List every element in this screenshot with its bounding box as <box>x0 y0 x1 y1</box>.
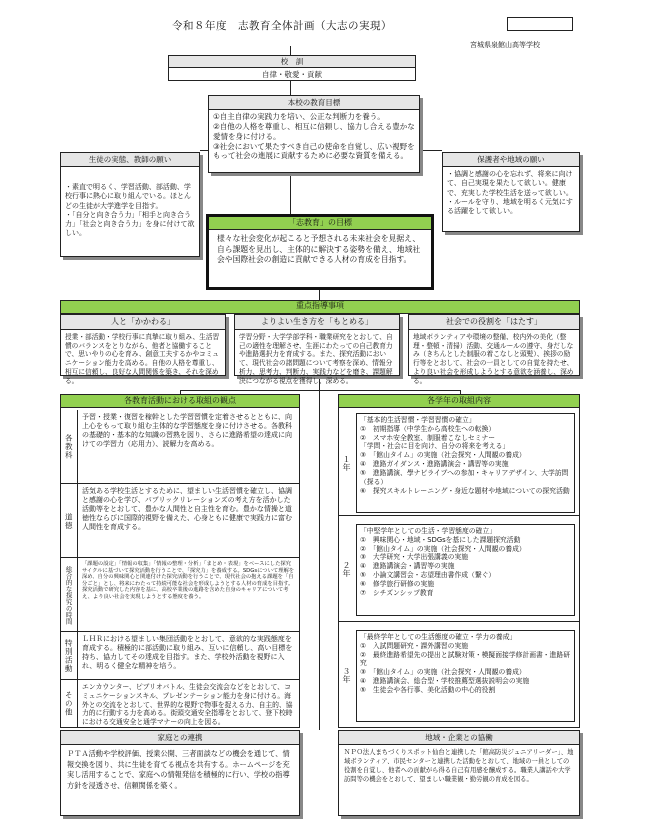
community-box <box>338 730 580 816</box>
focus-card-text: 授業・部活動・学校行事に真摯に取り組み、生活習慣のバランスをとりながら、他者と協働することで、思いやりの心を育み、創意工夫するかやコミュニケーション能力を高める。自他の人格を尊重し、相互に信頼し、良好な人間関係を築き、それを深める。 <box>65 333 220 385</box>
education-row-text: 「課題の設定」「情報の収集」「情報の整理・分析」「まとめ・表現」をベースにした探究サイクルに基づいて探究活動を行うことで、「探究力」を養成する。SDGsについて理解を深め、自分の興味関心と関連付けた探究活動を行うことで、現代社会の抱える課題を「自分ごと」とし、将来にわたって持続可能な社会を形成しようとする人材の育成を目指す。探究活動で研究した内容を基に、高校卒業後の進路を含めた自身のキャリアについて考え、より良い社会を実現しようとする態度を養う。 <box>82 561 295 601</box>
grade-content-box <box>356 524 575 616</box>
focus-card-title: 社会での役割を「はたす」 <box>409 315 579 330</box>
focus-card-text: 地域ボランティアや環境の整備、校内外の美化（整理・整頓・清掃）活動、交通ルールの遵守、身だしなみ（きちんとした制服の着こなしと頭髪）、挨拶の励行等をとおして、社会の一員としての自覚を持たせ、より良い社会を形成しようとする意欲を涵養し、深める。 <box>413 333 574 385</box>
education-row-text: 予習・授業・復習を稼幹とした学習習慣を定着させるとともに、向上心をもって取り組む主体的な学習態度を身に付けさせる。各教科の基礎的・基本的な知識の習熟を図り、さらに進路希望の達成に向けての学習力（応用力）、読解力を高める。 <box>82 413 292 449</box>
education-row <box>60 632 300 680</box>
focus-card-connect <box>60 314 226 385</box>
education-row-name: 特別活動 <box>60 632 78 680</box>
page-title: 令和８年度 志教育全体計画（大志の実現） <box>172 20 392 32</box>
focus-card-fulfill <box>408 314 580 385</box>
parents-text: ・協調と感謝の心を忘れず、将来に向けて、自己実現を果たして欲しい。健康で、充実した学校生活を送って欲しい。 ・ルールを守り、地域を明るく元気にする活躍をして欲しい。 <box>447 170 573 215</box>
focus-card-text: 学習分野・大学学部学科・職業研究をとおして、自己の適性を理解させ、生涯にわたっての自己教育力や進路選択力を育成する。また、探究活動において、現代社会の諸問題について考察を深め、情報分析力、思考力、判断力、実践力などを磨き、課題解決につながる視点を獲得し、深める。 <box>239 333 393 385</box>
family-box <box>60 730 300 816</box>
grade-row <box>338 622 580 728</box>
aim-box <box>206 214 434 290</box>
education-row-name: 道徳 <box>60 484 78 558</box>
focus-card-seek <box>234 314 400 385</box>
grades-label: 各学年の取組内容 <box>339 395 579 408</box>
education-label: 各教育活動における取組の観点 <box>61 395 299 408</box>
goals-label: 本校の教育目標 <box>209 96 419 110</box>
family-text: ＰＴＡ活動や学校評価、授業公開、三者面談などの機会を通じて、情報交換を図り、共に生徒を育てる視点を共有する。ホームページを充実し活用することで、家庭への情報発信を積極的に行い、学校の指導方針を浸透させ、信頼関係を築く。 <box>67 749 290 790</box>
community-label: 地域・企業との協働 <box>339 731 579 745</box>
goals-text: ①自主自律の実践力を培い、公正な判断力を養う。 ②自他の人格を尊重し、相互に信頼し、協力し合える豊かな愛情を身に付ける。 ③社会において果たすべき自己の使命を自覚し、広い視野をもって社会の進展に貢献するために必要な資質を備える。 <box>213 112 415 161</box>
motto-label: 校 訓 <box>169 56 415 68</box>
community-text: ＮＰＯ法人まちづくりスポット仙台と連携した「館高防災ジュニアリーダー」、地域ボランティア、市民センターと連携した活動をとおして、地域の一員としての役割を自覚し、他者への貢献がら得る自己有用感を醸成する。職業人講話や大学訪問等の機会をとおして、望ましい職業観・勤労観の育成を図る。 <box>344 749 574 783</box>
aim-text: 様々な社会変化が起こると予想される未来社会を見据え、自ら課題を見出し、主体的に解決する姿勢を備え、地域社会や国際社会の創造に貢献できる人材の育成を目指す。 <box>217 234 421 265</box>
education-row-name: 総合的な探究の時間 <box>60 558 78 632</box>
students-box <box>60 152 200 257</box>
education-row-text: エンカウンター、ピブリオバトル、生徒会交流会などをとおして、コミュニケーションスキル、プレゼンテーション能力を身に付ける。海外との交流をとおして、世界的な視野で物事を捉える力、自主的、協力的に行動する力を高める。街頭交通安全指導をとおして、登下校時における交通安全と通学マナーの向上を図る。 <box>82 683 293 727</box>
grade-text: 「最終学年としての生活態度の確立・学力の養成」 ① 入試問題研究・課外講習の実施 ② 最終進路希望先の提出と試験対策・模擬面接学修計画書・進路研究 ③ 「館山タイム」の実施（社会探究・人間観の養成） ④ 進路講演会、総合型・学校推薦型選抜説明会の実施 ⑤ 生徒会や各行事、美化活動の中心的役割 <box>360 633 570 694</box>
education-row-text: ＬＨＲにおける望ましい集団活動をとおして、意欲的な実践態度を育成する。積極的に部活動に取り組み、互いに信頼し、高い目標を持ち、協力してその達成を目指す。また、学校外活動を視野に入れ、明るく健全な精神を培う。 <box>82 635 293 671</box>
education-row-name: その他 <box>60 680 78 728</box>
aim-label: 「志教育」の目標 <box>209 217 431 230</box>
grade-year: ２年 <box>342 561 351 577</box>
school-name: 宮城県泉館山高等学校 <box>470 41 540 49</box>
grade-content-box <box>356 630 575 722</box>
students-label: 生徒の実態、教師の願い <box>61 153 199 167</box>
grade-content-box <box>356 413 575 513</box>
blank-label-box <box>507 17 573 31</box>
education-row <box>60 680 300 728</box>
education-row-text: 活気ある学校生活とするために、望ましい生活習慣を確立し、協調と感謝の心を学び、パブリックリレーションズの考え方を活かした活動等をとおして、豊かな人間性と自主性を育む。豊かな情操と道徳性ならびに国際的視野を備えた、心身ともに健康で実践力に富む人間性を育成する。 <box>82 487 292 532</box>
education-row <box>60 410 300 484</box>
grade-text: 「中堅学年としての生活・学習態度の確立」 ① 興味関心・地域・SDGsを基にした課題探究活動 ② 「館山タイム」の実施（社会探究・人間観の養成） ③ 大学研究・大学出張講義の実施 ④ 進路講演会・講習等の実施 ⑤ 小論文講習会・志望理由書作成（繋ぐ） ⑥ 修学旅行研修の実施 ⑦ シチズンシップ教育 <box>360 527 526 597</box>
family-label: 家庭との連携 <box>61 731 299 745</box>
education-rows <box>60 410 300 728</box>
parents-label: 保護者や地域の願い <box>443 153 579 167</box>
grades-rows <box>338 410 580 728</box>
grade-row <box>338 516 580 622</box>
education-row-name: 各教科 <box>60 410 78 484</box>
focus-card-title: よりよい生き方を「もとめる」 <box>235 315 399 330</box>
grade-year: ３年 <box>342 667 351 683</box>
students-text: ・素直で明るく、学習活動、部活動、学校行事に熱心に取り組んでいる。ほとんどの生徒が大学進学を目指す。 ・「自分と向き合う力」「相手と向き合う力」「社会と向き合う力」を身に付けて欲しい。 <box>65 183 195 237</box>
grade-year: １年 <box>342 455 351 471</box>
education-row <box>60 484 300 558</box>
grade-text: 「基本的生活習慣・学習習慣の確立」 ① 初期指導（中学生から高校生への転換） ② スマホ安全教室、制服着こなしセミナー 「学問・社会に目を向け、自分の将来を考える」 ③ 「館山タイム」の実施（社会探究・人間観の養成） ④ 進路ガイダンス・進路講演会・講習等の実施 ⑤ 進路講演、學ナビライブへの参加・キャリアデザイン、大学訪問（探る） ⑥ 探究スキルトレーニング・身近な題材や地域についての探究活動 <box>360 416 570 495</box>
focus-header: 重点指導事項 <box>60 300 580 314</box>
goals-box <box>208 95 420 173</box>
parents-box <box>442 152 580 232</box>
focus-card-title: 人と「かかわる」 <box>61 315 225 330</box>
education-row <box>60 558 300 632</box>
motto-box <box>168 55 416 81</box>
motto-text: 自律・敬愛・貢献 <box>262 70 322 80</box>
grade-row <box>338 410 580 516</box>
